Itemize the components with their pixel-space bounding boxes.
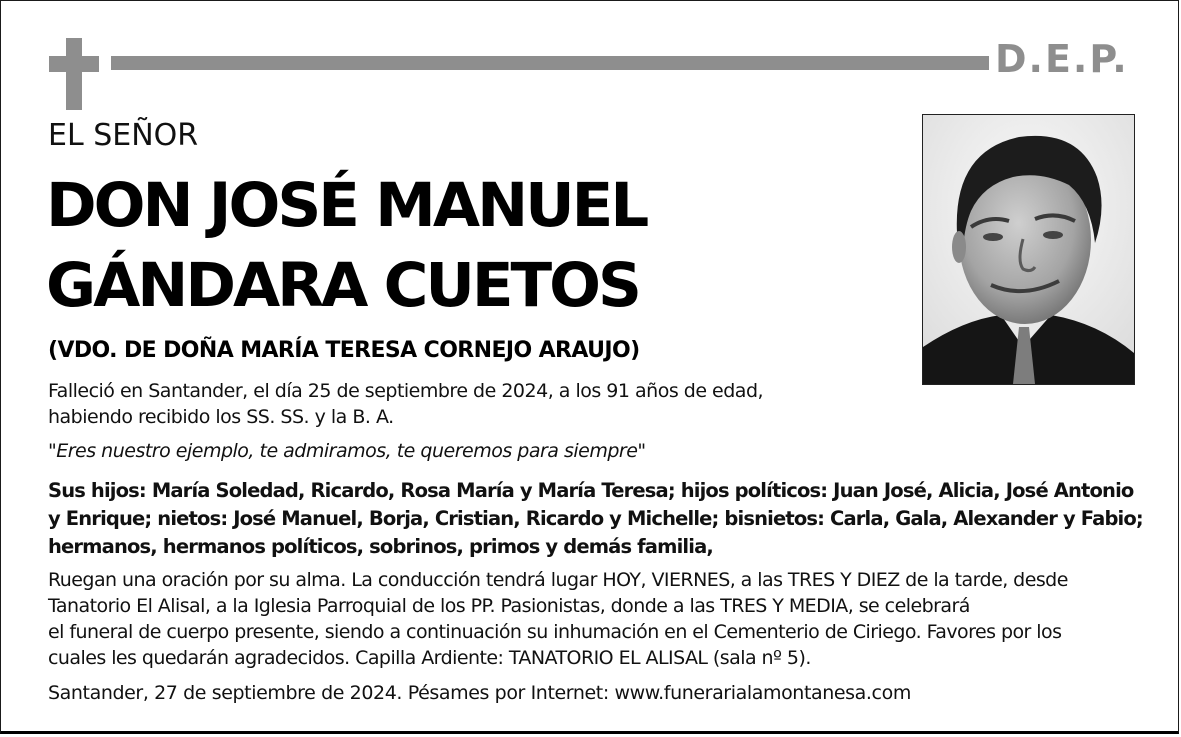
ceremony-details-line3: el funeral de cuerpo presente, siendo a continuación su inhumación en el Cementerio de Ciriego. Favores por los: [48, 621, 1062, 643]
portrait-photo: [922, 114, 1135, 385]
family-list-line1: Sus hijos: María Soledad, Ricardo, Rosa María y María Teresa; hijos políticos: Juan José, Alicia, José Antonio: [48, 479, 1134, 502]
honorific: EL SEÑOR: [48, 118, 199, 153]
family-list: [48, 477, 1143, 561]
footer-line: Santander, 27 de septiembre de 2024. Pésames por Internet: www.funerarialamontanesa.com: [48, 682, 911, 704]
ceremony-details-line2: Tanatorio El Alisal, a la Iglesia Parroquial de los PP. Pasionistas, donde a las TRES Y MEDIA, se celebrará: [48, 595, 970, 617]
ceremony-details: [48, 567, 1068, 671]
family-list-line3: hermanos, hermanos políticos, sobrinos, primos y demás familia,: [48, 535, 713, 558]
memorial-quote: "Eres nuestro ejemplo, te admiramos, te queremos para siempre": [48, 440, 646, 462]
dep-label: D.E.P.: [995, 37, 1129, 81]
death-announcement-line2: habiendo recibido los SS. SS. y la B. A.: [48, 406, 394, 428]
death-announcement: [48, 378, 763, 430]
deceased-name-line1: DON JOSÉ MANUEL: [46, 170, 647, 241]
header-rule: [111, 56, 989, 70]
widower-of: (VDO. DE DOÑA MARÍA TERESA CORNEJO ARAUJO): [48, 338, 640, 363]
ceremony-details-line4: cuales les quedarán agradecidos. Capilla Ardiente: TANATORIO EL ALISAL (sala nº 5).: [48, 647, 811, 669]
deceased-name: [46, 166, 646, 326]
family-list-line2: y Enrique; nietos: José Manuel, Borja, Cristian, Ricardo y Michelle; bisnietos: Carla, Gala, Alexander y Fabio;: [48, 507, 1143, 530]
cross-icon: [49, 38, 99, 110]
ceremony-details-line1: Ruegan una oración por su alma. La conducción tendrá lugar HOY, VIERNES, a las TRES Y DIEZ de la tarde, desde: [48, 569, 1068, 591]
death-announcement-line1: Falleció en Santander, el día 25 de septiembre de 2024, a los 91 años de edad,: [48, 380, 764, 402]
deceased-name-line2: GÁNDARA CUETOS: [46, 250, 639, 321]
